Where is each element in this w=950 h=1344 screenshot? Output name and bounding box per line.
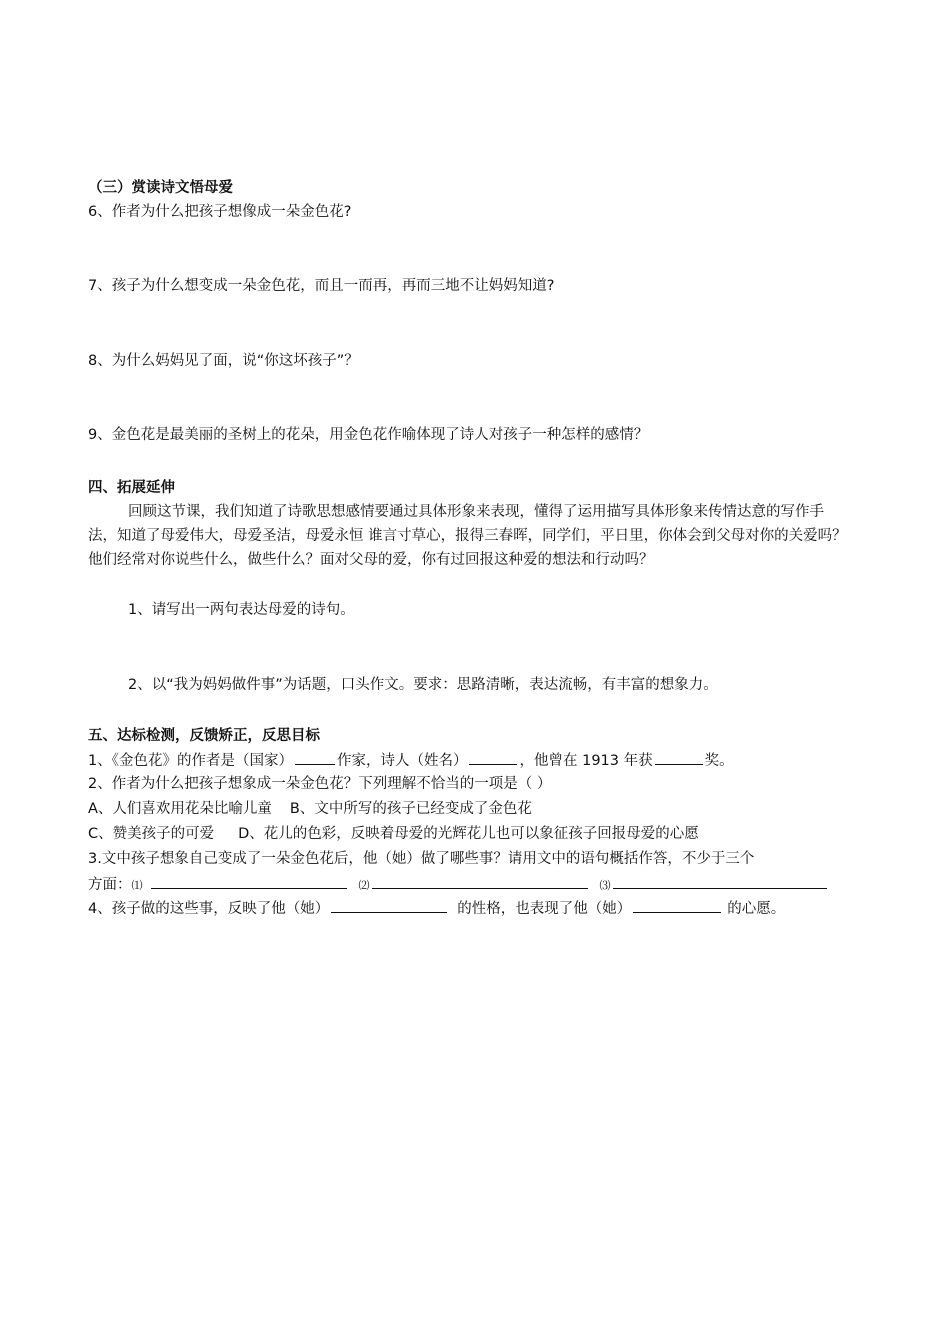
option-c-d [88, 824, 699, 844]
question-9: 9、金色花是最美丽的圣树上的花朵，用金色花作喻体现了诗人对孩子一种怎样的感情？ [88, 427, 649, 443]
test-q4-part-a: 4、孩子做的这些事，反映了他（她） [88, 901, 330, 917]
option-b: B、文中所写的孩子已经变成了金色花 [289, 801, 532, 817]
test-q1-part-d: 奖。 [704, 753, 734, 769]
question-7: 7、孩子为什么想变成一朵金色花，而且一而再，再而三地不让妈妈知道? [88, 278, 555, 294]
test-q1-part-b: 作家，诗人（姓名） [336, 753, 468, 769]
option-a: A、人们喜欢用花朵比喻儿童 [88, 801, 272, 817]
country-blank[interactable] [295, 750, 335, 765]
personality-blank[interactable] [331, 898, 447, 913]
answer-blank-2[interactable] [372, 874, 588, 889]
test-question-3: 3.文中孩子想象自己变成了一朵金色花后，他（她）做了哪些事？请用文中的语句概括作答，不少于三个 [88, 851, 755, 867]
question-8: 8、为什么妈妈见了面，说“你这坏孩子”？ [88, 353, 359, 369]
test-question-4 [88, 898, 785, 919]
answer-blank-3[interactable] [613, 874, 827, 889]
option-a-b [88, 799, 532, 819]
test-q1-part-c: ，他曾在 1913 年获 [519, 753, 653, 769]
answer-number-3: ⑶ [599, 879, 611, 892]
section4-task-1: 1、请写出一两句表达母爱的诗句。 [128, 602, 355, 618]
test-question-2: 2、作者为什么把孩子想象成一朵金色花？下列理解不恰当的一项是（ ） [88, 776, 552, 792]
wish-blank[interactable] [633, 898, 721, 913]
poet-name-blank[interactable] [469, 750, 517, 765]
answer-blank-1[interactable] [151, 874, 347, 889]
section3-heading: （三）赏读诗文悟母爱 [88, 180, 233, 196]
test-q1-part-a: 1、《金色花》的作者是（国家） [88, 753, 293, 769]
answers-prefix: 方面： [88, 877, 132, 893]
answer-number-2: ⑵ [358, 879, 370, 892]
section4-heading: 四、拓展延伸 [88, 480, 175, 496]
section4-paragraph [88, 500, 848, 572]
option-c: C、赞美孩子的可爱 [88, 826, 215, 842]
award-blank[interactable] [655, 750, 703, 765]
test-q4-part-b: 的性格，也表现了他（她） [457, 901, 632, 917]
section4-paragraph-text: 回顾这节课，我们知道了诗歌思想感情要通过具体形象来表现，懂得了运用描写具体形象来传情达意的写作手法，知道了母爱伟大，母爱圣洁，母爱永恒 谁言寸草心，报得三春晖，同学们，平日里，你体会到父母对你的关爱吗？他们经常对你说些什么，做些什么？面对父母的爱，你有过回报这种爱的想法和行动吗？ [88, 504, 847, 568]
section4-task-2: 2、以“我为妈妈做件事”为话题，口头作文。要求：思路清晰，表达流畅，有丰富的想象力。 [128, 677, 718, 693]
question-6: 6、作者为什么把孩子想像成一朵金色花? [88, 204, 352, 220]
test-q4-part-c: 的心愿。 [727, 901, 786, 917]
answer-number-1: ⑴ [131, 879, 143, 892]
test-question-1 [88, 750, 734, 771]
section5-heading: 五、达标检测，反馈矫正，反思目标 [88, 728, 320, 744]
test-question-3-answers [88, 874, 829, 896]
option-d: D、花儿的色彩，反映着母爱的光辉花儿也可以象征孩子回报母爱的心愿 [238, 826, 699, 842]
